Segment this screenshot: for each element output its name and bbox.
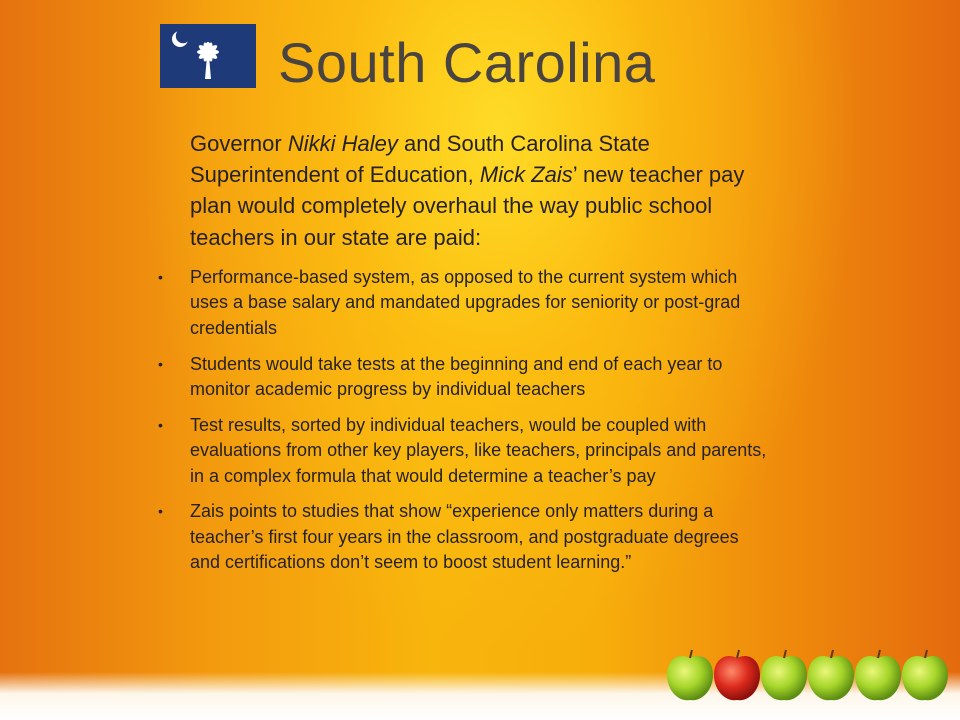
green-apple-icon [855,650,901,700]
slide-title: South Carolina [278,31,656,94]
apples-decoration [664,648,952,704]
green-apple-icon [761,650,807,700]
green-apple-icon [667,650,713,700]
slide-body [158,128,768,586]
bullet-item: • Zais points to studies that show “experience only matters during a teacher’s first four years in the classroom, and postgraduate degrees and certifications don’t seem to boost student learning.” [158,499,768,576]
intro-text-1: Governor [190,131,288,156]
red-apple-icon [714,650,760,700]
bullet-list [158,265,768,576]
superintendent-name: Mick Zais [479,162,573,188]
south-carolina-flag-icon [160,24,256,88]
intro-paragraph [190,128,768,253]
governor-name: Nikki Haley [287,131,398,156]
bullet-item: • Students would take tests at the beginning and end of each year to monitor academic progress by individual teachers [158,352,768,403]
green-apple-icon [808,650,854,700]
intro-text-2: and South Carolina State Superintendent of Education, [190,131,650,188]
intro-text-3: ’ new teacher pay plan would completely overhaul the way public school teachers in our state are paid: [190,162,745,250]
bullet-item: • Test results, sorted by individual teachers, would be coupled with evaluations from other key players, like teachers, principals and parents, in a complex formula that would determine a teacher’s pay [158,413,768,490]
green-apple-icon [902,650,948,700]
bullet-item: • Performance-based system, as opposed to the current system which uses a base salary and mandated upgrades for seniority or post-grad credentials [158,265,768,342]
